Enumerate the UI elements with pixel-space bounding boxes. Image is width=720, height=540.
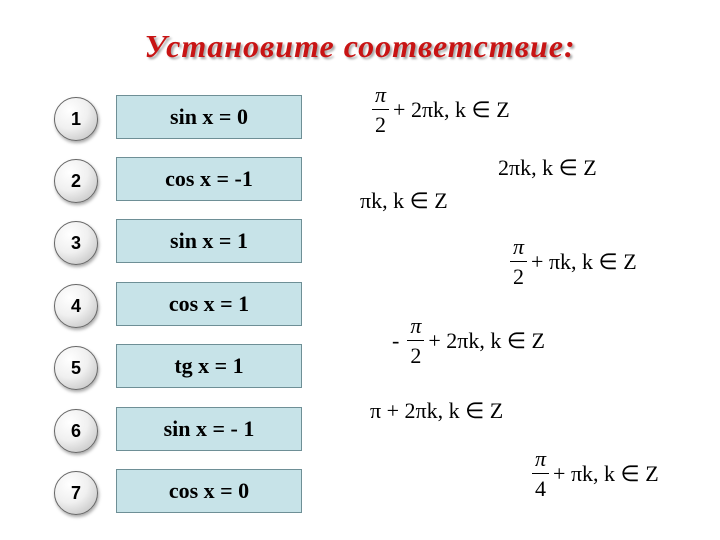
number-badge: 2: [54, 159, 98, 203]
number-badge: 1: [54, 97, 98, 141]
answer-formula[interactable]: [498, 155, 597, 181]
fraction: $\frac{\pi}{2}$: [407, 315, 424, 367]
answer-formula[interactable]: [510, 236, 637, 288]
formula-rest: + πk, k ∈ Z: [553, 461, 659, 486]
fraction: $\frac{\pi}{4}$: [532, 448, 549, 500]
equation-box[interactable]: cos x = 1: [116, 282, 302, 326]
number-badge: 7: [54, 471, 98, 515]
answer-formula[interactable]: [370, 398, 503, 424]
equation-box[interactable]: cos x = 0: [116, 469, 302, 513]
answer-formula[interactable]: [532, 448, 659, 500]
formula-rest: + πk, k ∈ Z: [531, 249, 637, 274]
answer-formula[interactable]: [392, 315, 545, 367]
equation-box[interactable]: sin x = 0: [116, 95, 302, 139]
number-badge: 6: [54, 409, 98, 453]
formula-rest: + 2πk, k ∈ Z: [428, 328, 545, 353]
equation-box[interactable]: tg x = 1: [116, 344, 302, 388]
answer-formula[interactable]: [360, 188, 448, 214]
fraction: $\frac{\pi}{2}$: [372, 84, 389, 136]
number-badge: 5: [54, 346, 98, 390]
fraction: $\frac{\pi}{2}$: [510, 236, 527, 288]
formula-rest: 2πk, k ∈ Z: [498, 155, 597, 180]
formula-rest: πk, k ∈ Z: [360, 188, 448, 213]
equation-box[interactable]: sin x = 1: [116, 219, 302, 263]
answer-formula[interactable]: [372, 84, 510, 136]
equation-box[interactable]: sin x = - 1: [116, 407, 302, 451]
number-badge: 4: [54, 284, 98, 328]
formula-rest: + 2πk, k ∈ Z: [393, 97, 510, 122]
formula-rest: π + 2πk, k ∈ Z: [370, 398, 504, 423]
equation-box[interactable]: cos x = -1: [116, 157, 302, 201]
number-badge: 3: [54, 221, 98, 265]
minus-sign: -: [392, 328, 400, 353]
page-title: Установите соответствие:: [144, 28, 576, 64]
